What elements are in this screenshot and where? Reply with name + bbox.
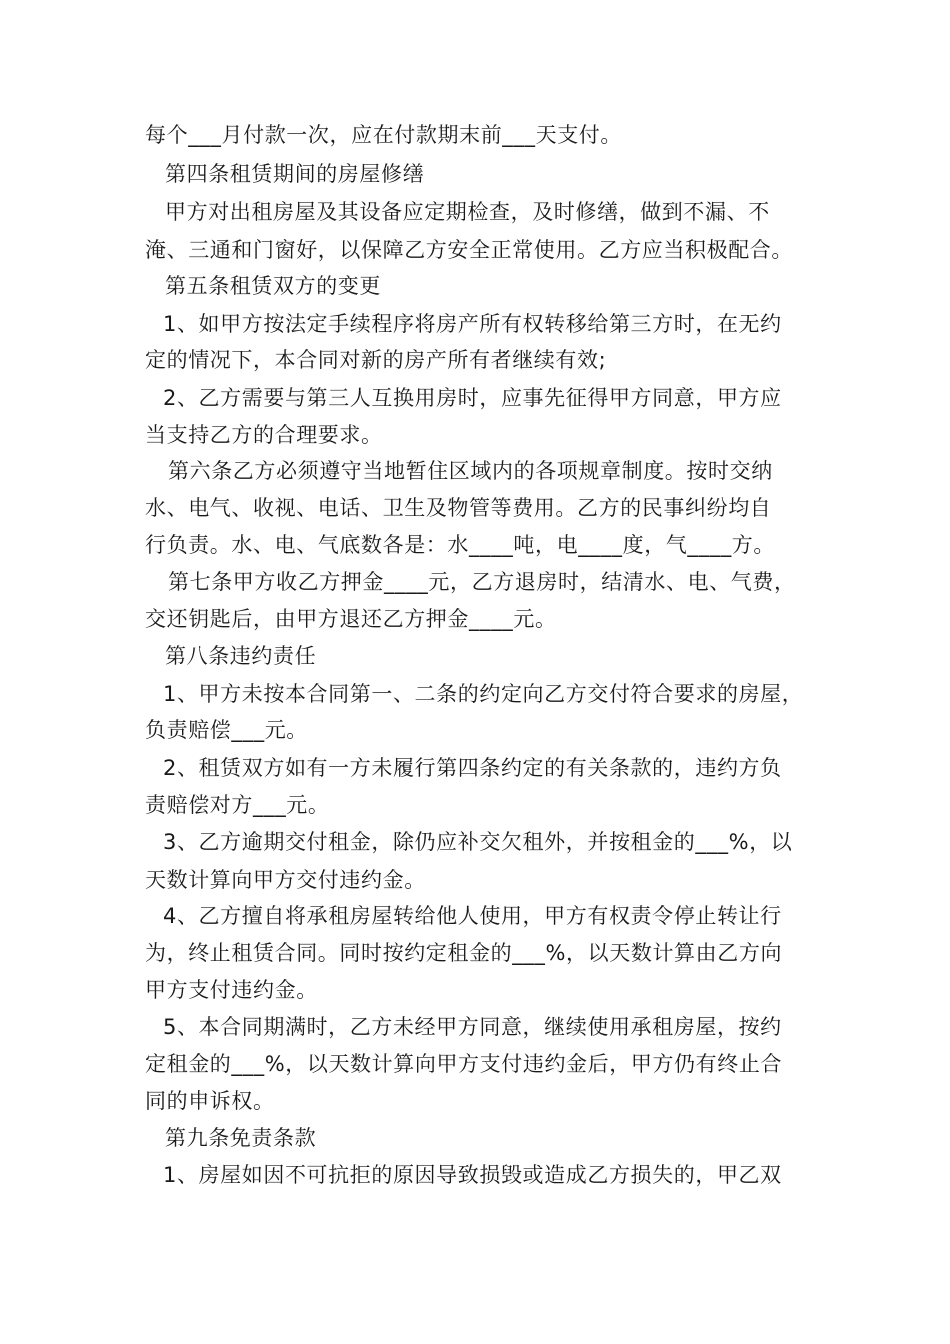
text-line: 负责赔偿___元。: [145, 718, 308, 742]
text-line: 2、乙方需要与第三人互换用房时，应事先征得甲方同意，甲方应: [163, 386, 782, 410]
section-heading-4: 第四条租赁期间的房屋修缮: [165, 162, 425, 186]
text-line: 定的情况下，本合同对新的房产所有者继续有效;: [145, 348, 607, 372]
text-line: 每个___月付款一次，应在付款期末前___天支付。: [145, 123, 622, 147]
section-heading-9: 第九条免责条款: [165, 1126, 317, 1150]
text-line: 甲方对出租房屋及其设备应定期检查，及时修缮，做到不漏、不: [165, 200, 770, 224]
text-line: 1、房屋如因不可抗拒的原因导致损毁或造成乙方损失的，甲乙双: [163, 1163, 782, 1187]
text-line: 5、本合同期满时，乙方未经甲方同意，继续使用承租房屋，按约: [163, 1015, 782, 1039]
text-line: 行负责。水、电、气底数各是：水____吨，电____度，气____方。: [145, 533, 775, 557]
text-line: 为，终止租赁合同。同时按约定租金的___%，以天数计算由乙方向: [145, 941, 783, 965]
section-heading-6: 第六条乙方必须遵守当地暂住区域内的各项规章制度。按时交纳: [168, 459, 773, 483]
text-line: 定租金的___%，以天数计算向甲方支付违约金后，甲方仍有终止合: [145, 1052, 783, 1076]
section-heading-7: 第七条甲方收乙方押金____元，乙方退房时，结清水、电、气费，: [168, 570, 796, 594]
text-line: 水、电气、收视、电话、卫生及物管等费用。乙方的民事纠纷均自: [145, 496, 772, 520]
text-line: 责赔偿对方___元。: [145, 793, 330, 817]
text-line: 当支持乙方的合理要求。: [145, 423, 383, 447]
text-line: 淹、三通和门窗好，以保障乙方安全正常使用。乙方应当积极配合。: [145, 238, 793, 262]
text-line: 甲方支付违约金。: [145, 978, 318, 1002]
text-line: 4、乙方擅自将承租房屋转给他人使用，甲方有权责令停止转让行: [163, 904, 782, 928]
section-heading-5: 第五条租赁双方的变更: [165, 274, 381, 298]
text-line: 天数计算向甲方交付违约金。: [145, 868, 426, 892]
text-line: 1、如甲方按法定手续程序将房产所有权转移给第三方时，在无约: [163, 312, 782, 336]
text-line: 2、租赁双方如有一方未履行第四条约定的有关条款的，违约方负: [163, 756, 782, 780]
section-heading-8: 第八条违约责任: [165, 644, 317, 668]
text-line: 交还钥匙后，由甲方退还乙方押金____元。: [145, 607, 557, 631]
text-line: 同的申诉权。: [145, 1089, 275, 1113]
text-line: 3、乙方逾期交付租金，除仍应补交欠租外，并按租金的___%，以: [163, 830, 793, 854]
text-line: 1、甲方未按本合同第一、二条的约定向乙方交付符合要求的房屋，: [163, 682, 804, 706]
